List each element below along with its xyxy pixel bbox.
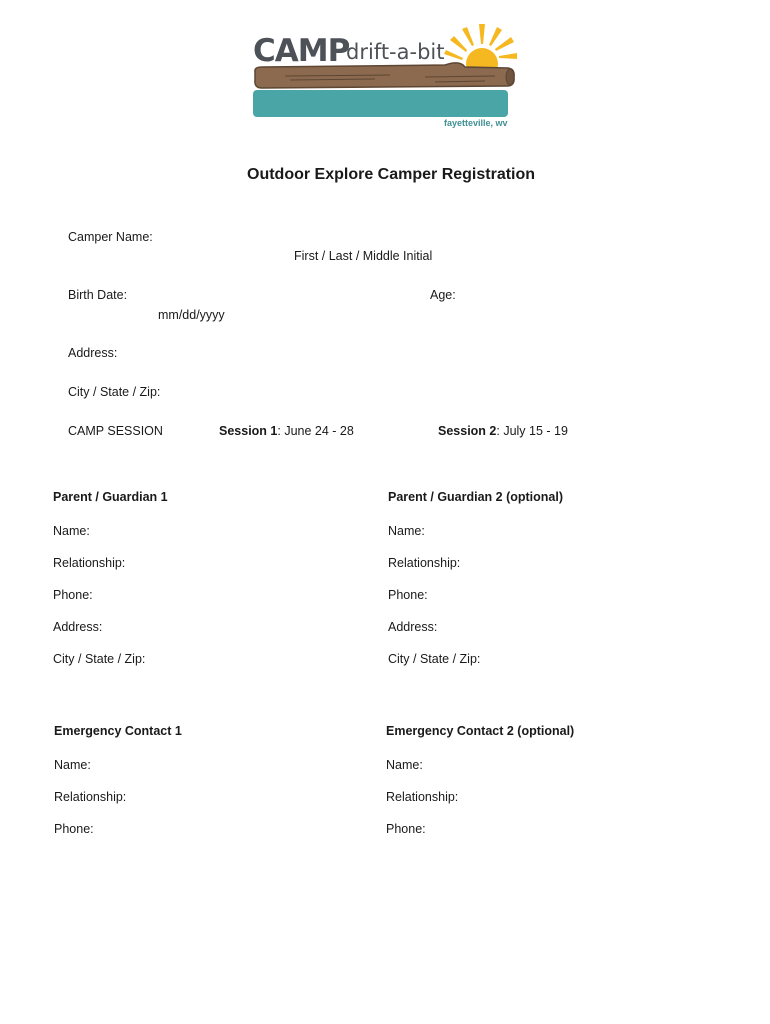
birth-date-hint: mm/dd/yyyy xyxy=(158,308,225,322)
logo-camp-text: CAMP xyxy=(253,33,350,69)
emergency-1-heading: Emergency Contact 1 xyxy=(54,724,182,738)
session-2 xyxy=(438,424,568,438)
session-1-name: Session 1 xyxy=(219,424,278,438)
session-1 xyxy=(219,424,354,438)
guardian-1-heading: Parent / Guardian 1 xyxy=(53,490,168,504)
emergency-2-name: Name: xyxy=(386,758,423,772)
emergency-1-relationship: Relationship: xyxy=(54,790,127,804)
guardian-2-name: Name: xyxy=(388,524,425,538)
session-2-name: Session 2 xyxy=(438,424,497,438)
guardian-2-heading: Parent / Guardian 2 (optional) xyxy=(388,490,564,504)
guardian-2-city: City / State / Zip: xyxy=(388,652,481,666)
age-label: Age: xyxy=(430,288,456,302)
emergency-2-phone: Phone: xyxy=(386,822,426,836)
guardian-2-relationship: Relationship: xyxy=(388,556,461,570)
birth-date-label: Birth Date: xyxy=(68,288,128,302)
guardian-1-address: Address: xyxy=(53,620,103,634)
camper-name-label: Camper Name: xyxy=(68,230,153,244)
camp-session-label: CAMP SESSION xyxy=(68,424,163,438)
city-state-zip-label: City / State / Zip: xyxy=(68,385,161,399)
camper-name-hint: First / Last / Middle Initial xyxy=(294,249,433,263)
session-1-dates: : June 24 - 28 xyxy=(277,424,354,438)
emergency-2-relationship: Relationship: xyxy=(386,790,459,804)
guardian-1-phone: Phone: xyxy=(53,588,93,602)
guardian-1-name: Name: xyxy=(53,524,90,538)
session-2-dates: : July 15 - 19 xyxy=(496,424,568,438)
emergency-2-heading: Emergency Contact 2 (optional) xyxy=(386,724,575,738)
emergency-1-phone: Phone: xyxy=(54,822,94,836)
guardian-2-address: Address: xyxy=(388,620,438,634)
logo-teal-band xyxy=(253,90,508,117)
emergency-1-name: Name: xyxy=(54,758,91,772)
guardian-1-city: City / State / Zip: xyxy=(53,652,146,666)
address-label: Address: xyxy=(68,346,118,360)
guardian-1-relationship: Relationship: xyxy=(53,556,126,570)
page-title: Outdoor Explore Camper Registration xyxy=(247,166,536,183)
logo-tagline: fayetteville, wv xyxy=(444,118,508,128)
guardian-2-phone: Phone: xyxy=(388,588,428,602)
camp-logo xyxy=(250,20,520,132)
logo-drift-text: drift-a-bit xyxy=(346,40,445,64)
